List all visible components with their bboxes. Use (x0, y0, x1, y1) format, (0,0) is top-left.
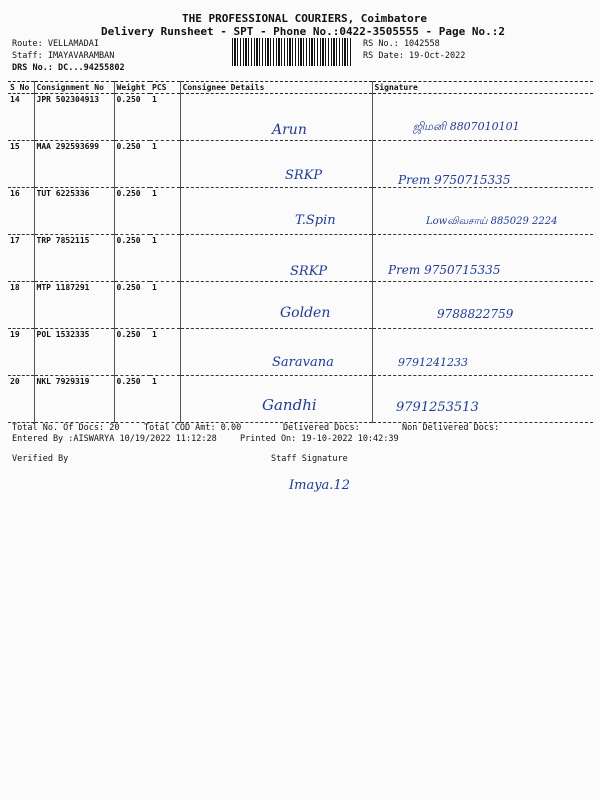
row-weight: 0.250 (114, 282, 150, 329)
col-signature: Signature (372, 82, 593, 94)
handwritten-consignee: Saravana (272, 355, 334, 370)
total-docs: Total No. Of Docs: 20 (12, 423, 120, 433)
row-weight: 0.250 (114, 188, 150, 235)
row-sno: 15 (8, 141, 34, 188)
row-pcs: 1 (150, 329, 180, 376)
row-pcs: 1 (150, 235, 180, 282)
row-consignment: MAA 292593699 (34, 141, 114, 188)
row-consignment: NKL 7929319 (34, 376, 114, 423)
non-delivered-docs: Non Delivered Docs: (402, 423, 500, 433)
entered-by: Entered By :AISWARYA 10/19/2022 11:12:28 (12, 434, 217, 444)
verified-by-label: Verified By (12, 454, 69, 464)
row-consignment: TUT 6225336 (34, 188, 114, 235)
handwritten-consignee: SRKP (290, 264, 328, 279)
drs-number: DRS No.: DC...94255802 (12, 63, 125, 73)
row-consignee-cell (180, 235, 372, 282)
row-consignee-cell (180, 141, 372, 188)
staff-signature: Imaya.12 (289, 478, 350, 493)
printed-on: Printed On: 19-10-2022 10:42:39 (240, 434, 399, 444)
row-sno: 16 (8, 188, 34, 235)
staff-signature-label: Staff Signature (271, 454, 348, 464)
row-consignee-cell (180, 188, 372, 235)
row-sno: 14 (8, 94, 34, 141)
handwritten-signature: Lowவிவசாய் 885029 2224 (426, 216, 558, 227)
handwritten-consignee: Arun (272, 122, 307, 138)
handwritten-signature: 9791241233 (398, 356, 468, 369)
route-label: Route: VELLAMADAI (12, 39, 99, 49)
staff-label: Staff: IMAYAVARAMBAN (12, 51, 115, 61)
row-consignment: POL 1532335 (34, 329, 114, 376)
col-pcs: PCS (150, 82, 180, 94)
handwritten-signature: 9791253513 (396, 400, 479, 415)
col-consignee: Consignee Details (180, 82, 372, 94)
col-consignment: Consignment No (34, 82, 114, 94)
row-pcs: 1 (150, 94, 180, 141)
col-weight: Weight (114, 82, 150, 94)
row-consignee-cell (180, 282, 372, 329)
delivered-docs: Delivered Docs: (283, 423, 360, 433)
rs-number: RS No.: 1042558 (363, 39, 440, 49)
row-signature-cell (372, 282, 593, 329)
rs-date: RS Date: 19-Oct-2022 (363, 51, 466, 61)
handwritten-consignee: T.Spin (295, 213, 336, 228)
handwritten-signature: ஜிமனி 8807010101 (413, 120, 520, 133)
row-sno: 18 (8, 282, 34, 329)
barcode (232, 38, 352, 66)
company-title: THE PROFESSIONAL COURIERS, Coimbatore (182, 12, 428, 25)
handwritten-consignee: Gandhi (262, 396, 317, 414)
handwritten-signature: Prem 9750715335 (398, 173, 511, 187)
handwritten-consignee: Golden (280, 305, 331, 321)
handwritten-signature: Prem 9750715335 (388, 263, 501, 277)
row-weight: 0.250 (114, 235, 150, 282)
row-consignment: MTP 1187291 (34, 282, 114, 329)
row-pcs: 1 (150, 376, 180, 423)
row-weight: 0.250 (114, 94, 150, 141)
row-weight: 0.250 (114, 141, 150, 188)
row-sno: 19 (8, 329, 34, 376)
row-pcs: 1 (150, 141, 180, 188)
row-pcs: 1 (150, 188, 180, 235)
total-cod: Total COD Amt: 0.00 (144, 423, 242, 433)
row-weight: 0.250 (114, 329, 150, 376)
row-consignment: TRP 7852115 (34, 235, 114, 282)
runsheet-title: Delivery Runsheet - SPT - Phone No.:0422-3505555 - Page No.:2 (101, 25, 505, 38)
row-sno: 17 (8, 235, 34, 282)
handwritten-consignee: SRKP (285, 168, 323, 183)
row-pcs: 1 (150, 282, 180, 329)
row-weight: 0.250 (114, 376, 150, 423)
table-header-row (8, 82, 593, 94)
handwritten-signature: 9788822759 (437, 307, 514, 321)
row-signature-cell (372, 376, 593, 423)
row-sno: 20 (8, 376, 34, 423)
row-consignment: JPR 502304913 (34, 94, 114, 141)
col-sno: S No (8, 82, 34, 94)
